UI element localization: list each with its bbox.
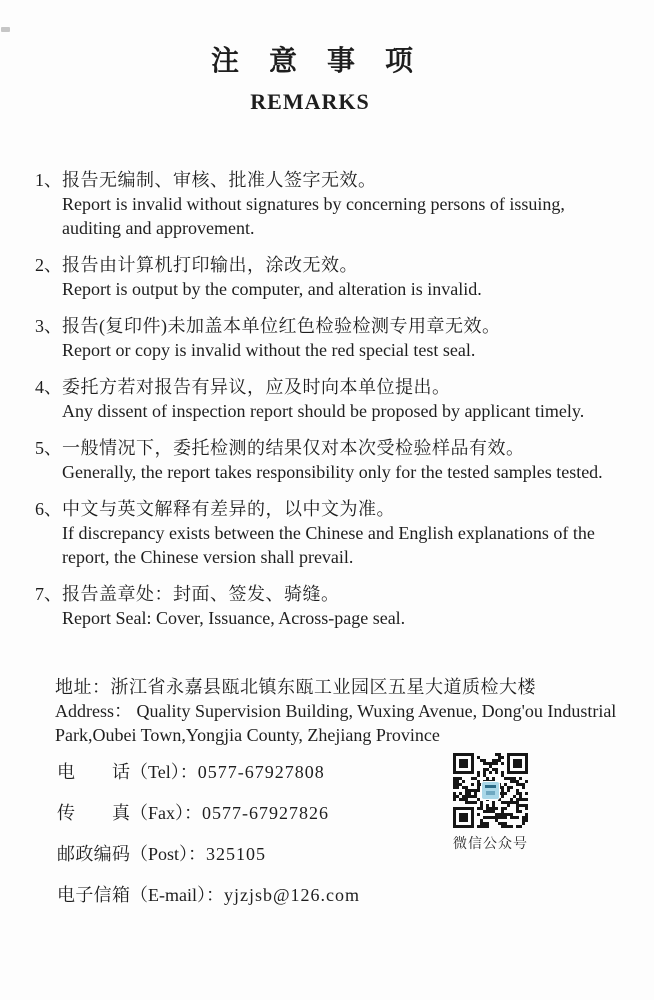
remark-body	[62, 375, 584, 423]
contact-label-cn: 邮政编码	[57, 844, 130, 864]
contact-label-cn: 电子信箱	[57, 885, 130, 905]
remark-text-cn: 报告无编制、审核、批准人签字无效。	[62, 170, 377, 190]
remark-item-6	[35, 497, 626, 569]
contact-block	[57, 760, 654, 907]
remark-item-5	[35, 436, 626, 484]
remark-item-3	[35, 314, 626, 362]
contact-row-post	[57, 842, 654, 866]
tel-value: 0577-67927808	[197, 762, 325, 782]
remark-text-cn: 报告(复印件)未加盖本单位红色检验检测专用章无效。	[62, 316, 501, 336]
scan-artifact	[1, 27, 10, 32]
contact-label-cn: 传真	[57, 803, 130, 823]
remark-body	[62, 582, 405, 630]
remark-number: 5、	[35, 438, 62, 458]
address-en: Address： Quality Supervision Building, Wuxing Avenue, Dong'ou Industrial Park,Oubei Town,Yongjia County, Zhejiang Province	[55, 701, 617, 745]
wechat-qr-code-icon	[453, 753, 528, 828]
remark-number: 2、	[35, 255, 62, 275]
remark-text-cn: 报告盖章处：封面、签发、骑缝。	[62, 584, 340, 604]
remark-body	[62, 253, 482, 301]
wechat-logo-icon	[482, 782, 499, 799]
address-block	[55, 675, 626, 747]
remark-number: 6、	[35, 499, 62, 519]
remark-text-en: Any dissent of inspection report should be proposed by applicant timely.	[62, 401, 585, 421]
remark-number: 7、	[35, 584, 62, 604]
remark-text-en: Report is output by the computer, and alteration is invalid.	[62, 279, 482, 299]
remark-text-cn: 报告由计算机打印输出，涂改无效。	[62, 255, 358, 275]
remark-text-en: Report Seal: Cover, Issuance, Across-page seal.	[62, 608, 406, 628]
contact-row-fax	[57, 801, 654, 825]
remarks-list	[35, 168, 626, 630]
fax-value: 0577-67927826	[202, 803, 329, 823]
remark-item-2	[35, 253, 626, 301]
page-title-en: REMARKS	[250, 89, 370, 114]
contact-row-tel	[57, 760, 654, 784]
remark-body	[62, 436, 603, 484]
remark-number: 4、	[35, 377, 62, 397]
contact-label-cn: 电话	[57, 762, 130, 782]
remark-text-cn: 一般情况下，委托检测的结果仅对本次受检验样品有效。	[62, 438, 525, 458]
remark-number: 1、	[35, 170, 62, 190]
post-code-value: 325105	[206, 844, 267, 864]
address-cn: 地址：浙江省永嘉县瓯北镇东瓯工业园区五星大道质检大楼	[55, 677, 536, 697]
remark-item-7	[35, 582, 626, 630]
contact-row-email	[57, 883, 654, 907]
qr-caption: 微信公众号	[453, 837, 528, 852]
remark-text-en: Report or copy is invalid without the red special test seal.	[62, 340, 476, 360]
remark-body	[62, 497, 626, 569]
remark-text-cn: 委托方若对报告有异议，应及时向本单位提出。	[62, 377, 451, 397]
remark-text-en: If discrepancy exists between the Chinese and English explanations of the report, the Chinese version shall prevail.	[62, 523, 595, 567]
contact-label-en: （E-mail）：	[130, 885, 224, 905]
remark-text-cn: 中文与英文解释有差异的，以中文为准。	[62, 499, 395, 519]
remark-body	[62, 168, 626, 240]
remark-item-1	[35, 168, 626, 240]
contact-label-en: （Fax）：	[130, 803, 202, 823]
contact-label-en: （Post）：	[130, 844, 207, 864]
remark-body	[62, 314, 501, 362]
page-title-cn: 注意事项	[210, 46, 443, 77]
email-value: yjzjsb@126.com	[223, 885, 361, 905]
wechat-qr-block	[451, 753, 530, 853]
contact-label-en: （Tel）：	[130, 762, 198, 782]
remark-text-en: Report is invalid without signatures by concerning persons of issuing, auditing and approvement.	[62, 194, 565, 238]
remark-item-4	[35, 375, 626, 423]
remark-text-en: Generally, the report takes responsibility only for the tested samples tested.	[62, 462, 603, 482]
remark-number: 3、	[35, 316, 62, 336]
